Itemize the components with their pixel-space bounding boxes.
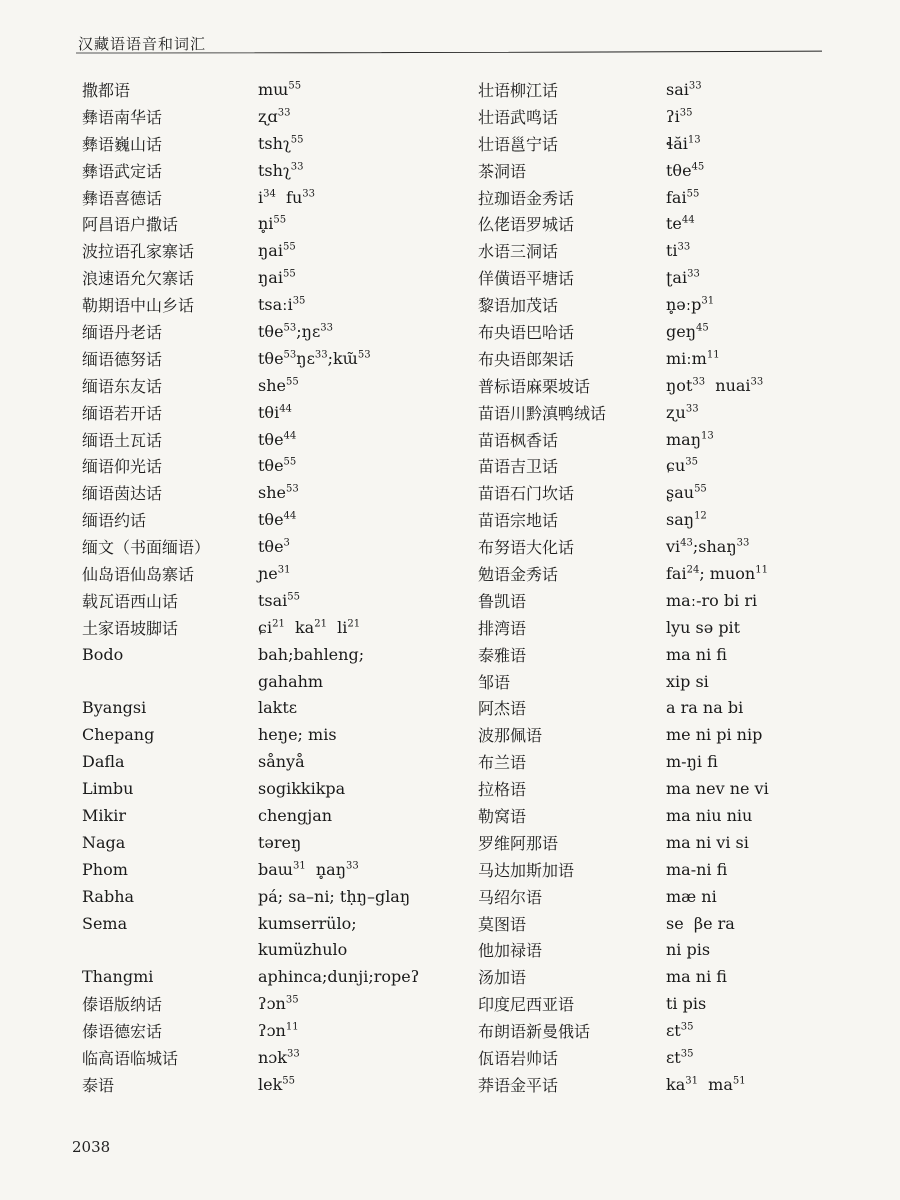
entry-row xyxy=(478,775,838,802)
word-form: geŋ$^{45}$ xyxy=(666,321,709,341)
word-form: lek$^{55}$ xyxy=(258,1074,296,1094)
entry-row xyxy=(478,829,838,856)
word-form: pá; sa–ni; tḥŋ–glaŋ xyxy=(258,886,411,906)
word-form: tshʅ$^{33}$ xyxy=(258,160,304,180)
entry-row xyxy=(82,426,472,453)
right-column xyxy=(478,76,838,1098)
word-form: ŋot$^{33}$ nuai$^{33}$ xyxy=(666,375,764,395)
language-name: 缅语茵达话 xyxy=(82,484,163,504)
entry-row xyxy=(82,237,472,264)
entry-row xyxy=(478,479,838,506)
language-name: Mikir xyxy=(82,805,126,825)
word-form: ma ni fi xyxy=(666,967,727,987)
word-form: sånyå xyxy=(258,752,305,772)
language-name: 莫图语 xyxy=(478,914,527,934)
entry-row xyxy=(82,1071,472,1098)
entry-row xyxy=(82,130,472,157)
word-form: maŋ$^{13}$ xyxy=(666,429,714,449)
word-form: ni pis xyxy=(666,940,711,960)
word-form: ɲe$^{31}$ xyxy=(258,563,291,583)
word-form: tsai$^{55}$ xyxy=(258,590,301,610)
language-name: 汤加语 xyxy=(478,968,527,988)
language-name: 布努语大化话 xyxy=(478,538,575,558)
word-form: she$^{55}$ xyxy=(258,375,299,395)
word-form: ʂau$^{55}$ xyxy=(666,483,707,503)
word-form: ʈai$^{33}$ xyxy=(666,268,700,288)
language-name: Sema xyxy=(82,913,128,933)
language-name: 拉格语 xyxy=(478,780,527,800)
word-form: ʐu$^{33}$ xyxy=(666,402,699,422)
language-name: 阿昌语户撒话 xyxy=(82,215,179,235)
word-form: ʔɔn$^{35}$ xyxy=(258,994,299,1014)
word-form: $ti^{33}$ xyxy=(666,241,691,261)
word-form: ʔɔn$^{11}$ xyxy=(258,1021,299,1041)
language-name: 缅语若开话 xyxy=(82,403,163,423)
word-form: təreŋ xyxy=(258,832,302,852)
entry-row xyxy=(82,1017,472,1044)
word-form: ɕi$^{21}$ $ka^{21}$ $li^{21}$ xyxy=(258,617,361,637)
entry-row xyxy=(82,103,472,130)
entry-row xyxy=(82,399,472,426)
language-name: 波拉语孔家寨话 xyxy=(82,242,195,262)
entry-row xyxy=(478,399,838,426)
entry-row xyxy=(478,641,838,668)
language-name: 普标语麻栗坡话 xyxy=(478,376,591,396)
entry-row xyxy=(478,587,838,614)
language-name: 仙岛语仙岛寨话 xyxy=(82,564,195,584)
word-form: maː-ro bi ri xyxy=(666,590,758,610)
word-form: tθe$^{44}$ xyxy=(258,510,297,530)
entry-row xyxy=(82,802,472,829)
language-name: 载瓦语西山话 xyxy=(82,591,179,611)
entry-row xyxy=(82,479,472,506)
word-form: saŋ$^{12}$ xyxy=(666,510,707,530)
word-form: ɬăi$^{13}$ xyxy=(666,133,701,153)
language-name: 布兰语 xyxy=(478,753,527,773)
word-form: $vi^{43};shaŋ^{33}$ xyxy=(666,537,750,557)
entry-row xyxy=(82,668,472,695)
language-name: 马达加斯加语 xyxy=(478,860,575,880)
entry-row xyxy=(478,668,838,695)
language-name: Bodo xyxy=(82,644,124,664)
language-name: Phom xyxy=(82,859,128,879)
entry-row xyxy=(82,560,472,587)
entry-row xyxy=(82,614,472,641)
language-name: 缅语仰光话 xyxy=(82,457,163,477)
entry-row xyxy=(478,1071,838,1098)
language-name: 鲁凯语 xyxy=(478,591,527,611)
language-name: 壮语邕宁话 xyxy=(478,134,559,154)
word-form: kumserrülo; xyxy=(258,913,357,933)
language-name: 苗语宗地话 xyxy=(478,511,559,531)
entry-row xyxy=(478,1044,838,1071)
entry-row xyxy=(478,291,838,318)
language-name: 马绍尔语 xyxy=(478,887,543,907)
entry-row xyxy=(82,937,472,964)
entry-row xyxy=(82,775,472,802)
word-form: nɔk$^{33}$ xyxy=(258,1048,300,1067)
word-form: miːm$^{11}$ xyxy=(666,348,720,368)
word-form: fai$^{55}$ xyxy=(666,187,700,207)
language-name: 傣语德宏话 xyxy=(82,1022,163,1042)
word-form: se βe ra xyxy=(666,913,735,933)
word-form: baɯ$^{31}$ $n̥aŋ^{33}$ xyxy=(258,859,359,879)
entry-row xyxy=(82,372,472,399)
entry-row xyxy=(82,264,472,291)
language-name: 印度尼西亚语 xyxy=(478,995,575,1015)
entry-row xyxy=(478,614,838,641)
word-form: ma niu niu xyxy=(666,805,753,825)
entry-row xyxy=(478,883,838,910)
word-form: xip si xyxy=(666,671,709,691)
entry-row xyxy=(478,426,838,453)
word-form: me ni pi nip xyxy=(666,725,763,745)
entry-row xyxy=(478,1017,838,1044)
word-form: m-ŋi fi xyxy=(666,752,718,772)
entry-row xyxy=(478,910,838,937)
word-form: mæ ni xyxy=(666,886,717,906)
entry-row xyxy=(478,963,838,990)
word-form: sai$^{33}$ xyxy=(666,79,702,99)
entry-row xyxy=(478,990,838,1017)
word-form: ma nev ne vi xyxy=(666,779,769,799)
entry-row xyxy=(82,318,472,345)
language-name: 阿杰语 xyxy=(478,699,527,719)
word-form: laktɛ xyxy=(258,698,298,718)
language-name: 黎语加茂话 xyxy=(478,296,559,316)
entry-row xyxy=(478,452,838,479)
entry-row xyxy=(82,856,472,883)
entry-row xyxy=(82,1044,472,1071)
entry-row xyxy=(82,210,472,237)
entry-row xyxy=(478,318,838,345)
entry-row xyxy=(478,802,838,829)
entry-row xyxy=(478,210,838,237)
language-name: Chepang xyxy=(82,725,155,745)
language-name: 茶洞语 xyxy=(478,161,527,181)
language-name: 临高语临城话 xyxy=(82,1049,179,1068)
entry-row xyxy=(478,748,838,775)
word-form: ɕu$^{35}$ xyxy=(666,456,698,476)
language-name: 泰语 xyxy=(82,1075,115,1095)
language-name: Limbu xyxy=(82,779,134,799)
entry-row xyxy=(82,829,472,856)
entry-row xyxy=(82,76,472,103)
entry-row xyxy=(478,856,838,883)
word-form: kumüzhulo xyxy=(258,940,348,960)
word-form: ʔi$^{35}$ xyxy=(666,106,693,126)
entry-row xyxy=(82,748,472,775)
entry-row xyxy=(82,506,472,533)
word-form: ŋai$^{55}$ xyxy=(258,268,296,288)
entry-row xyxy=(82,157,472,184)
entry-row xyxy=(478,264,838,291)
word-form: $n̥i^{55}$ xyxy=(258,214,287,234)
language-name: 苗语吉卫话 xyxy=(478,457,559,477)
entry-row xyxy=(478,694,838,721)
entry-row xyxy=(478,76,838,103)
language-name: 彝语南华话 xyxy=(82,107,163,127)
word-form: gahahm xyxy=(258,671,324,691)
entry-row xyxy=(82,291,472,318)
language-name: 勒窝语 xyxy=(478,806,527,826)
language-name: 勉语金秀话 xyxy=(478,564,559,584)
word-form: tθe$^{53}$ŋɛ$^{33}$;kɯ̃$^{53}$ xyxy=(258,348,371,368)
word-form: fai$^{24}$; muon$^{11}$ xyxy=(666,563,768,583)
word-form: ʐɑ$^{33}$ xyxy=(258,106,291,126)
language-name: Byangsi xyxy=(82,698,147,718)
language-name: 罗维阿那语 xyxy=(478,833,559,853)
language-name: Thangmi xyxy=(82,967,154,987)
word-form: bah;bahleng; xyxy=(258,644,365,664)
word-form: heŋe; mis xyxy=(258,725,337,745)
entry-row xyxy=(82,345,472,372)
entry-row xyxy=(478,937,838,964)
language-name: 彝语喜德话 xyxy=(82,188,163,208)
entry-row xyxy=(478,533,838,560)
entry-row xyxy=(478,130,838,157)
language-name: 缅语土瓦话 xyxy=(82,430,163,450)
page-number: 2038 xyxy=(72,1138,111,1156)
language-name: 浪速语允欠寨话 xyxy=(82,269,195,289)
language-name: 苗语枫香话 xyxy=(478,430,559,450)
running-header: 汉藏语语音和词汇 xyxy=(78,35,207,53)
entry-row xyxy=(478,506,838,533)
word-form: tsaːi$^{35}$ xyxy=(258,295,306,315)
word-form: ɛt$^{35}$ xyxy=(666,1021,694,1041)
language-name: 缅语丹老话 xyxy=(82,322,163,342)
language-name: 傣语版纳话 xyxy=(82,995,163,1015)
language-name: 拉珈语金秀话 xyxy=(478,188,575,208)
word-form: ɛt$^{35}$ xyxy=(666,1048,694,1067)
entry-row xyxy=(82,641,472,668)
language-name: 波那佩语 xyxy=(478,726,543,746)
language-name: Naga xyxy=(82,832,126,852)
language-name: 土家语坡脚话 xyxy=(82,618,179,638)
entry-row xyxy=(82,721,472,748)
entry-row xyxy=(478,372,838,399)
language-name: 缅文（书面缅语） xyxy=(82,538,211,558)
language-name: 邹语 xyxy=(478,672,511,692)
entry-row xyxy=(82,184,472,211)
word-form: tθe$^{44}$ xyxy=(258,429,297,449)
word-form: tθe$^3$ xyxy=(258,537,290,557)
word-form: $ka^{31}$ $ma^{51}$ xyxy=(666,1074,746,1094)
language-name: 壮语武鸣话 xyxy=(478,107,559,127)
language-name: 他加禄语 xyxy=(478,941,543,961)
language-name: Rabha xyxy=(82,886,135,906)
word-form: sogikkikpa xyxy=(258,779,346,799)
word-form: a ra na bi xyxy=(666,698,744,718)
word-form: mɯ$^{55}$ xyxy=(258,79,302,99)
language-name: 仫佬语罗城话 xyxy=(478,215,575,235)
language-name: 佤语岩帅话 xyxy=(478,1049,559,1068)
language-name: 彝语武定话 xyxy=(82,161,163,181)
entry-row xyxy=(82,533,472,560)
entry-row xyxy=(478,157,838,184)
entry-row xyxy=(82,963,472,990)
language-name: 缅语约话 xyxy=(82,511,147,531)
word-form: ma ni fi xyxy=(666,644,727,664)
word-form: tθe$^{45}$ xyxy=(666,160,705,180)
entry-row xyxy=(478,345,838,372)
word-form: ti pis xyxy=(666,994,707,1014)
language-name: 莽语金平话 xyxy=(478,1075,559,1095)
entry-row xyxy=(478,103,838,130)
entry-row xyxy=(82,694,472,721)
language-name: 布央语巴哈话 xyxy=(478,322,575,342)
language-name: Dafla xyxy=(82,752,125,772)
entry-row xyxy=(478,560,838,587)
entry-row xyxy=(478,184,838,211)
word-form: n̥əːp$^{31}$ xyxy=(666,295,715,315)
language-name: 布央语郎架话 xyxy=(478,349,575,369)
word-form: tθe$^{53}$;ŋɛ$^{33}$ xyxy=(258,321,333,341)
entry-row xyxy=(82,883,472,910)
language-name: 壮语柳江话 xyxy=(478,80,559,100)
entry-row xyxy=(82,587,472,614)
language-name: 水语三洞话 xyxy=(478,242,559,262)
language-name: 苗语石门坎话 xyxy=(478,484,575,504)
word-form: lyu sə pit xyxy=(666,617,741,637)
entry-row xyxy=(478,237,838,264)
word-form: she$^{53}$ xyxy=(258,483,299,503)
language-name: 泰雅语 xyxy=(478,645,527,665)
word-form: ŋai$^{55}$ xyxy=(258,241,296,261)
word-form: tθi$^{44}$ xyxy=(258,402,292,422)
word-form: tθe$^{55}$ xyxy=(258,456,297,476)
word-form: aphinca;dunji;ropeʔ xyxy=(258,967,420,987)
entry-row xyxy=(82,990,472,1017)
language-name: 苗语川黔滇鸭绒话 xyxy=(478,403,607,423)
language-name: 缅语东友话 xyxy=(82,376,163,396)
language-name: 撒都语 xyxy=(82,80,131,100)
word-form: ma ni vi si xyxy=(666,832,749,852)
word-form: chengjan xyxy=(258,805,333,825)
language-name: 佯僙语平塘话 xyxy=(478,269,575,289)
entry-row xyxy=(82,910,472,937)
word-form: ma-ni fi xyxy=(666,859,728,879)
entry-row xyxy=(82,452,472,479)
header-rule xyxy=(76,50,822,54)
language-name: 排湾语 xyxy=(478,618,527,638)
language-name: 布朗语新曼俄话 xyxy=(478,1022,591,1042)
word-form: tshʅ$^{55}$ xyxy=(258,133,304,153)
language-name: 缅语德努话 xyxy=(82,349,163,369)
entry-row xyxy=(478,721,838,748)
left-column xyxy=(82,76,472,1098)
word-form: $i^{34}$ $fu^{33}$ xyxy=(258,187,315,207)
language-name: 彝语巍山话 xyxy=(82,134,163,154)
language-name: 勒期语中山乡话 xyxy=(82,296,195,316)
word-form: $te^{44}$ xyxy=(666,214,695,234)
